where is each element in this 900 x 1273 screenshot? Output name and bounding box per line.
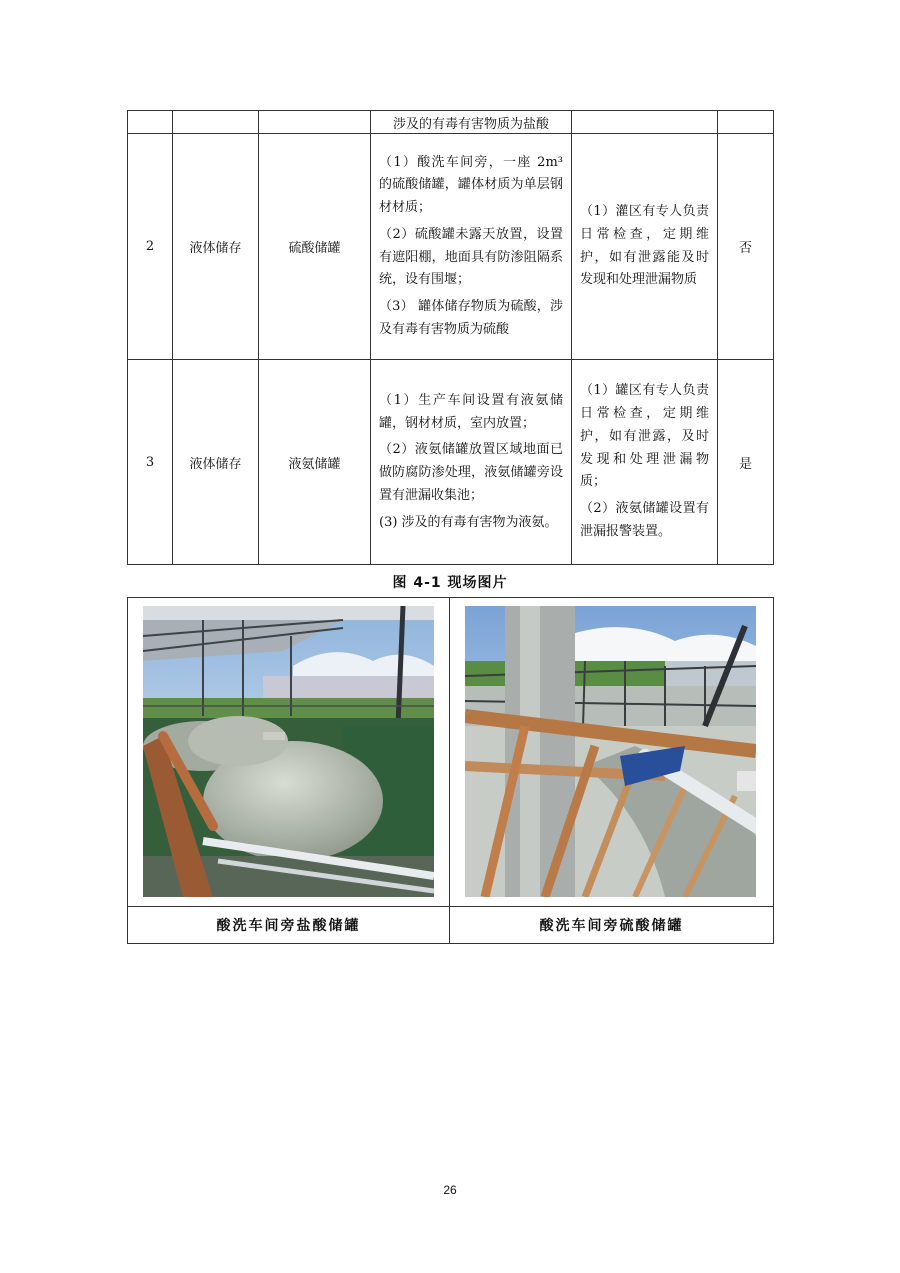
measures-line: （1）灌区有专人负责日常检查，定期维护，如有泄露能及时发现和处理泄漏物质 bbox=[580, 204, 709, 288]
photo-cell-left bbox=[128, 598, 450, 907]
row-description bbox=[371, 360, 572, 565]
partial-row-text: 涉及的有毒有害物质为盐酸 bbox=[371, 111, 572, 134]
row-result: 否 bbox=[718, 134, 774, 360]
row-category: 液体储存 bbox=[173, 134, 259, 360]
row-facility: 液氨储罐 bbox=[259, 360, 371, 565]
photo-table bbox=[127, 597, 774, 944]
hydrochloric-acid-tank-photo bbox=[143, 606, 434, 897]
row-facility: 硫酸储罐 bbox=[259, 134, 371, 360]
risk-table bbox=[127, 110, 774, 565]
table-row bbox=[128, 134, 774, 360]
row-category: 液体储存 bbox=[173, 360, 259, 565]
table-row-partial bbox=[128, 111, 774, 134]
photo-caption: 酸洗车间旁硫酸储罐 bbox=[450, 907, 774, 944]
page-number: 26 bbox=[443, 1183, 457, 1197]
description-line: （2）硫酸罐未露天放置，设置有遮阳棚，地面具有防渗阻隔系统，设有围堰； bbox=[379, 226, 563, 288]
row-result: 是 bbox=[718, 360, 774, 565]
measures-line: （2）液氨储罐设置有泄漏报警装置。 bbox=[580, 501, 709, 539]
description-line: （3） 罐体储存物质为硫酸，涉及有毒有害物质为硫酸 bbox=[379, 299, 563, 337]
sulfuric-acid-tank-photo bbox=[465, 606, 756, 897]
description-line: （2）液氨储罐放置区域地面已做防腐防渗处理，液氨储罐旁设置有泄漏收集池； bbox=[379, 442, 563, 503]
row-number: 3 bbox=[128, 360, 173, 565]
row-number: 2 bbox=[128, 134, 173, 360]
table-row bbox=[128, 360, 774, 565]
row-measures bbox=[572, 134, 718, 360]
row-description bbox=[371, 134, 572, 360]
description-line: （1）生产车间设置有液氨储罐，钢材材质，室内放置； bbox=[379, 392, 563, 431]
description-line: （1）酸洗车间旁，一座 2m³ 的硫酸储罐，罐体材质为单层钢材材质； bbox=[379, 154, 563, 215]
figure-title: 图 4-1 现场图片 bbox=[392, 575, 508, 591]
measures-line: （1）罐区有专人负责日常检查，定期维护，如有泄露，及时发现和处理泄漏物质； bbox=[580, 383, 709, 490]
description-line: (3) 涉及的有毒有害物为液氨。 bbox=[379, 514, 558, 530]
photo-caption: 酸洗车间旁盐酸储罐 bbox=[128, 907, 450, 944]
row-measures bbox=[572, 360, 718, 565]
photo-cell-right bbox=[450, 598, 774, 907]
